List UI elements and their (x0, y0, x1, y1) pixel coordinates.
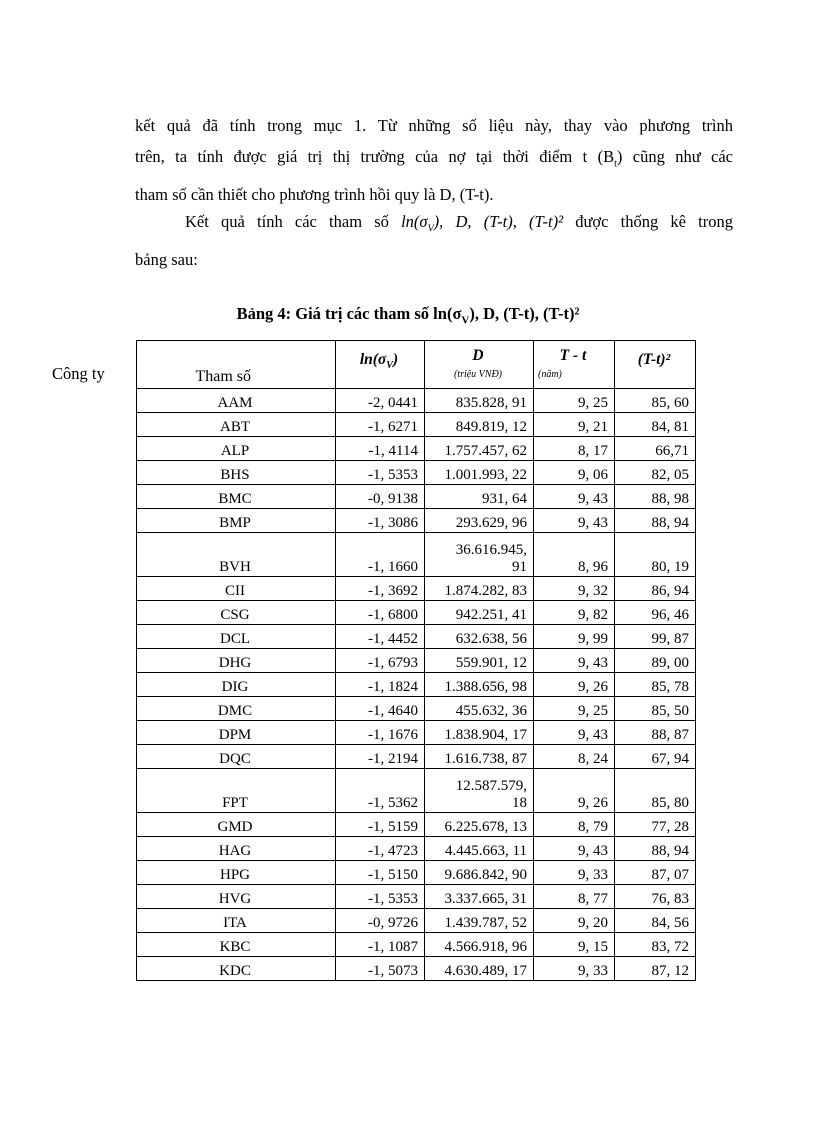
table-row (137, 813, 696, 837)
d-cell: 1.838.904, 17 (425, 721, 534, 745)
ln-cell: -1, 2194 (336, 745, 425, 769)
tt2-cell: 99, 87 (615, 625, 696, 649)
company-cell: BMC (137, 485, 336, 509)
tt2-cell: 87, 12 (615, 957, 696, 981)
tt-cell: 9, 15 (534, 933, 615, 957)
header-tt-label: T - t (559, 347, 587, 364)
company-cell: HVG (137, 885, 336, 909)
header-ln-close: ) (392, 351, 399, 368)
company-cell: ABT (137, 413, 336, 437)
table-row (137, 649, 696, 673)
ln-cell: -1, 1660 (336, 533, 425, 577)
paragraph-line: tham số cần thiết cho phương trình hồi quy là D, (T-t). (135, 185, 494, 205)
header-tt2-label: (T-t)² (637, 351, 671, 368)
company-cell: HAG (137, 837, 336, 861)
table-row (137, 437, 696, 461)
table-row (137, 837, 696, 861)
company-cell: CSG (137, 601, 336, 625)
d-cell: 3.337.665, 31 (425, 885, 534, 909)
tt2-cell: 83, 72 (615, 933, 696, 957)
tt-cell: 9, 43 (534, 485, 615, 509)
ln-cell: -1, 5159 (336, 813, 425, 837)
header-param-label: Tham số (195, 368, 251, 385)
ln-cell: -1, 4723 (336, 837, 425, 861)
paragraph-line-tail: ) cũng như các (616, 147, 733, 166)
table-row (137, 461, 696, 485)
ln-cell: -1, 5353 (336, 885, 425, 909)
table-row (137, 697, 696, 721)
tt-cell: 9, 32 (534, 577, 615, 601)
ln-cell: -1, 1676 (336, 721, 425, 745)
ln-cell: -1, 6793 (336, 649, 425, 673)
param-sub: V (427, 223, 434, 235)
tt-cell: 9, 82 (534, 601, 615, 625)
d-cell: 455.632, 36 (425, 697, 534, 721)
tt-cell: 8, 96 (534, 533, 615, 577)
company-cell: DCL (137, 625, 336, 649)
d-cell (425, 533, 534, 577)
tt-cell: 9, 99 (534, 625, 615, 649)
paragraph-suffix: được thống kê trong (563, 212, 733, 231)
company-cell: AAM (137, 389, 336, 413)
tt-cell: 9, 06 (534, 461, 615, 485)
tt2-cell: 82, 05 (615, 461, 696, 485)
table-row (137, 413, 696, 437)
table-row (137, 389, 696, 413)
header-ln (336, 341, 425, 389)
ln-cell: -1, 6271 (336, 413, 425, 437)
header-ln-text: ln(σ (359, 351, 387, 368)
header-d (425, 341, 534, 389)
tt2-cell: 88, 87 (615, 721, 696, 745)
ln-cell: -1, 4640 (336, 697, 425, 721)
tt-cell: 9, 43 (534, 721, 615, 745)
d-cell: 835.828, 91 (425, 389, 534, 413)
header-d-unit: (triệu VNĐ) (453, 369, 503, 380)
d-cell: 849.819, 12 (425, 413, 534, 437)
company-cell: ALP (137, 437, 336, 461)
table-row (137, 485, 696, 509)
tt-cell: 9, 33 (534, 957, 615, 981)
tt-cell: 9, 43 (534, 837, 615, 861)
tt2-cell: 88, 98 (615, 485, 696, 509)
d-cell: 1.439.787, 52 (425, 909, 534, 933)
header-tt-unit: (năm) (538, 369, 562, 380)
d-cell: 4.566.918, 96 (425, 933, 534, 957)
table-row (137, 601, 696, 625)
company-cell: BVH (137, 533, 336, 577)
table-row (137, 957, 696, 981)
caption-suffix: ), D, (T-t), (T-t)² (469, 304, 580, 323)
table-row (137, 861, 696, 885)
d-cell: 1.388.656, 98 (425, 673, 534, 697)
header-tt (534, 341, 615, 389)
table-row (137, 721, 696, 745)
tt-cell: 8, 17 (534, 437, 615, 461)
paragraph-line: bảng sau: (135, 250, 198, 270)
company-cell: ITA (137, 909, 336, 933)
table-row (137, 625, 696, 649)
tt2-cell: 85, 50 (615, 697, 696, 721)
tt2-cell: 77, 28 (615, 813, 696, 837)
d-cell: 1.757.457, 62 (425, 437, 534, 461)
company-cell: DQC (137, 745, 336, 769)
header-ln-sub: V (386, 360, 393, 372)
header-param (137, 341, 336, 389)
ln-cell: -1, 4452 (336, 625, 425, 649)
tt2-cell: 67, 94 (615, 745, 696, 769)
company-cell: DHG (137, 649, 336, 673)
company-cell: DMC (137, 697, 336, 721)
d-cell: 4.445.663, 11 (425, 837, 534, 861)
parameter-list (401, 212, 564, 235)
ln-cell: -1, 3086 (336, 509, 425, 533)
d-cell: 632.638, 56 (425, 625, 534, 649)
tt-cell: 9, 33 (534, 861, 615, 885)
ln-cell: -1, 5150 (336, 861, 425, 885)
tt-cell: 8, 77 (534, 885, 615, 909)
company-label: Công ty (52, 364, 105, 383)
company-cell: KDC (137, 957, 336, 981)
tt-cell: 9, 26 (534, 673, 615, 697)
d-cell: 293.629, 96 (425, 509, 534, 533)
tt2-cell: 84, 56 (615, 909, 696, 933)
d-cell: 559.901, 12 (425, 649, 534, 673)
tt-cell: 9, 43 (534, 509, 615, 533)
tt2-cell: 89, 00 (615, 649, 696, 673)
tt2-cell: 88, 94 (615, 837, 696, 861)
ln-cell: -1, 3692 (336, 577, 425, 601)
tt-cell: 9, 20 (534, 909, 615, 933)
company-cell: KBC (137, 933, 336, 957)
d-cell: 931, 64 (425, 485, 534, 509)
company-cell: DIG (137, 673, 336, 697)
tt2-cell: 66,71 (615, 437, 696, 461)
tt-cell: 8, 79 (534, 813, 615, 837)
ln-cell: -1, 4114 (336, 437, 425, 461)
paragraph-line (135, 141, 733, 179)
d-cell: 1.874.282, 83 (425, 577, 534, 601)
table-row (137, 909, 696, 933)
tt-cell: 8, 24 (534, 745, 615, 769)
table-row (137, 509, 696, 533)
table-caption (0, 304, 816, 326)
company-cell: HPG (137, 861, 336, 885)
table-row (137, 885, 696, 909)
d-cell: 4.630.489, 17 (425, 957, 534, 981)
ln-cell: -0, 9138 (336, 485, 425, 509)
results-paragraph (135, 206, 733, 275)
company-cell: GMD (137, 813, 336, 837)
table-header-row (137, 341, 696, 389)
tt-cell: 9, 25 (534, 389, 615, 413)
table-row (137, 533, 696, 577)
table-row (137, 673, 696, 697)
tt-cell: 9, 25 (534, 697, 615, 721)
d-cell-line: 91 (512, 559, 527, 575)
d-cell-line: 12.587.579, (455, 778, 527, 794)
tt-cell: 9, 21 (534, 413, 615, 437)
param-ln: ln(σ (401, 212, 428, 231)
parameter-table (136, 340, 696, 981)
paragraph-line-text: trên, ta tính được giá trị thị trường của nợ tại thời điểm t (B (135, 147, 615, 166)
caption-prefix: Bảng 4: Giá trị các tham số ln(σ (236, 304, 462, 323)
paragraph-line: kết quả đã tính trong mục 1. Từ những số liệu này, thay vào phương trình (135, 116, 733, 135)
intro-paragraph (135, 110, 733, 210)
param-rest: ), D, (T-t), (T-t)² (433, 212, 564, 231)
tt2-cell: 80, 19 (615, 533, 696, 577)
caption-sub: V (461, 314, 470, 327)
tt2-cell: 96, 46 (615, 601, 696, 625)
ln-cell: -1, 5353 (336, 461, 425, 485)
table-row (137, 769, 696, 813)
subscript-t: t (614, 158, 617, 170)
ln-cell: -1, 1087 (336, 933, 425, 957)
header-tt2 (615, 341, 696, 389)
tt-cell: 9, 26 (534, 769, 615, 813)
d-cell: 942.251, 41 (425, 601, 534, 625)
d-cell-line: 36.616.945, (455, 542, 527, 558)
ln-cell: -2, 0441 (336, 389, 425, 413)
table-row (137, 933, 696, 957)
tt2-cell: 87, 07 (615, 861, 696, 885)
tt2-cell: 76, 83 (615, 885, 696, 909)
tt2-cell: 86, 94 (615, 577, 696, 601)
company-cell: BMP (137, 509, 336, 533)
company-cell: FPT (137, 769, 336, 813)
tt2-cell: 84, 81 (615, 413, 696, 437)
tt2-cell: 85, 80 (615, 769, 696, 813)
tt2-cell: 85, 78 (615, 673, 696, 697)
d-cell: 1.001.993, 22 (425, 461, 534, 485)
paragraph-line (135, 206, 733, 244)
ln-cell: -1, 5073 (336, 957, 425, 981)
d-cell-line: 18 (512, 795, 527, 811)
company-cell: DPM (137, 721, 336, 745)
company-cell: CII (137, 577, 336, 601)
paragraph-prefix: Kết quả tính các tham số (185, 212, 402, 231)
ln-cell: -1, 5362 (336, 769, 425, 813)
tt2-cell: 85, 60 (615, 389, 696, 413)
d-cell: 6.225.678, 13 (425, 813, 534, 837)
ln-cell: -0, 9726 (336, 909, 425, 933)
d-cell (425, 769, 534, 813)
ln-cell: -1, 1824 (336, 673, 425, 697)
table-row (137, 745, 696, 769)
header-d-label: D (472, 347, 484, 364)
table-body (137, 389, 696, 981)
d-cell: 9.686.842, 90 (425, 861, 534, 885)
table-row (137, 577, 696, 601)
ln-cell: -1, 6800 (336, 601, 425, 625)
d-cell: 1.616.738, 87 (425, 745, 534, 769)
company-cell: BHS (137, 461, 336, 485)
tt-cell: 9, 43 (534, 649, 615, 673)
tt2-cell: 88, 94 (615, 509, 696, 533)
